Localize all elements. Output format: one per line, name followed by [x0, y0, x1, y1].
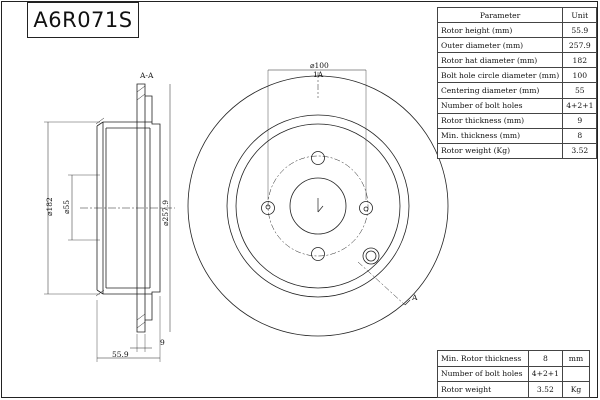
spec-value: 4+2+1	[563, 98, 597, 113]
summary-unit: Kg	[563, 382, 590, 398]
spec-row	[438, 143, 597, 158]
spec-parameter: Rotor weight (Kg)	[438, 143, 563, 158]
spec-row	[438, 98, 597, 113]
summary-row	[438, 351, 590, 367]
spec-value: 55	[563, 83, 597, 98]
spec-parameter: Number of bolt holes	[438, 98, 563, 113]
section-label: A-A	[140, 71, 154, 80]
dim-hat-diameter: ⌀182	[45, 197, 54, 216]
spec-row	[438, 128, 597, 143]
dim-bolt-circle: ⌀100	[310, 61, 329, 70]
spec-table	[437, 7, 597, 159]
spec-value: 257.9	[563, 38, 597, 53]
spec-parameter: Rotor hat diameter (mm)	[438, 53, 563, 68]
front-view	[188, 61, 448, 336]
pin-hole	[364, 207, 368, 211]
bolt-hole	[312, 152, 325, 165]
dim-centering: ⌀55	[62, 199, 71, 214]
spec-value: 100	[563, 68, 597, 83]
section-marker-top: 1A	[313, 70, 324, 79]
bolt-hole	[360, 202, 373, 215]
summary-unit	[563, 366, 590, 382]
summary-label: Min. Rotor thickness	[438, 351, 529, 367]
spec-table-header	[438, 8, 597, 23]
locating-hole	[363, 248, 379, 264]
spec-header-unit: Unit	[563, 8, 597, 23]
spec-value: 3.52	[563, 143, 597, 158]
spec-row	[438, 53, 597, 68]
spec-parameter: Bolt hole circle diameter (mm)	[438, 68, 563, 83]
spec-row	[438, 83, 597, 98]
spec-row	[438, 113, 597, 128]
part-number: A6R071S	[33, 8, 133, 32]
spec-row	[438, 68, 597, 83]
spec-parameter: Min. thickness (mm)	[438, 128, 563, 143]
summary-value: 8	[528, 351, 562, 367]
spec-value: 9	[563, 113, 597, 128]
spec-value: 55.9	[563, 23, 597, 38]
dim-outer: ⌀257.9	[161, 200, 170, 226]
summary-label: Number of bolt holes	[438, 366, 529, 382]
summary-row	[438, 366, 590, 382]
summary-value: 4+2+1	[528, 366, 562, 382]
dim-height: 55.9	[112, 350, 129, 359]
spec-parameter: Centering diameter (mm)	[438, 83, 563, 98]
summary-table	[437, 350, 590, 398]
part-number-box	[27, 2, 139, 38]
spec-value: 8	[563, 128, 597, 143]
bolt-hole	[312, 248, 325, 261]
section-marker-bottom: A	[412, 293, 418, 302]
spec-row	[438, 23, 597, 38]
spec-parameter: Rotor thickness (mm)	[438, 113, 563, 128]
spec-parameter: Outer diameter (mm)	[438, 38, 563, 53]
spec-parameter: Rotor height (mm)	[438, 23, 563, 38]
spec-header-parameter: Parameter	[438, 8, 563, 23]
spec-row	[438, 38, 597, 53]
spec-value: 182	[563, 53, 597, 68]
summary-unit: mm	[563, 351, 590, 367]
side-section-view	[44, 71, 175, 362]
summary-row	[438, 382, 590, 398]
summary-value: 3.52	[528, 382, 562, 398]
summary-label: Rotor weight	[438, 382, 529, 398]
dim-thickness: 9	[160, 338, 165, 347]
